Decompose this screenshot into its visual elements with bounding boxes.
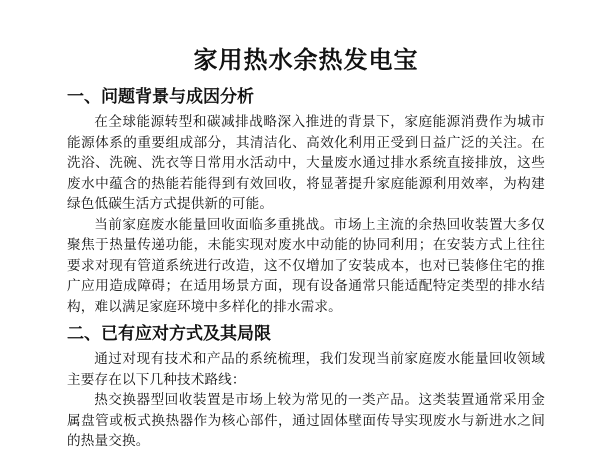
paragraph-existing-2: 热交换器型回收装置是市场上较为常见的一类产品。这类装置通常采用金属盘管或板式换热器作为核心部件，通过固体壁面传导实现废水与新进水之间的热量交换。: [67, 392, 545, 449]
paragraph-background-1: 在全球能源转型和碳减排战略深入推进的背景下，家庭能源消费作为城市能源体系的重要组成部分，其清洁化、高效化利用正受到日益广泛的关注。在洗浴、洗碗、洗衣等日常用水活动中，大量废水通过排水系统直接排放，这些废水中蕴含的热能若能得到有效回收，将显著提升家庭能源利用效率，为构建绿色低碳生活方式提供新的可能。: [67, 114, 545, 212]
paragraph-background-2: 当前家庭废水能量回收面临多重挑战。市场上主流的余热回收装置大多仅聚焦于热量传递功能，未能实现对废水中动能的协同利用；在安装方式上往往要求对现有管道系统进行改造，这不仅增加了安装成本，也对已装修住宅的推广应用造成障碍；在适用场景方面，现有设备通常只能适配特定类型的排水结构，难以满足家庭环境中多样化的排水需求。: [67, 216, 545, 315]
paragraph-existing-1: 通过对现有技术和产品的系统梳理，我们发现当前家庭废水能量回收领域主要存在以下几种技术路线：: [67, 351, 545, 388]
section-heading-background: 一、问题背景与成因分析: [67, 87, 254, 107]
section-heading-existing-approaches: 二、已有应对方式及其局限: [67, 324, 271, 344]
document-title: 家用热水余热发电宝: [193, 46, 419, 74]
